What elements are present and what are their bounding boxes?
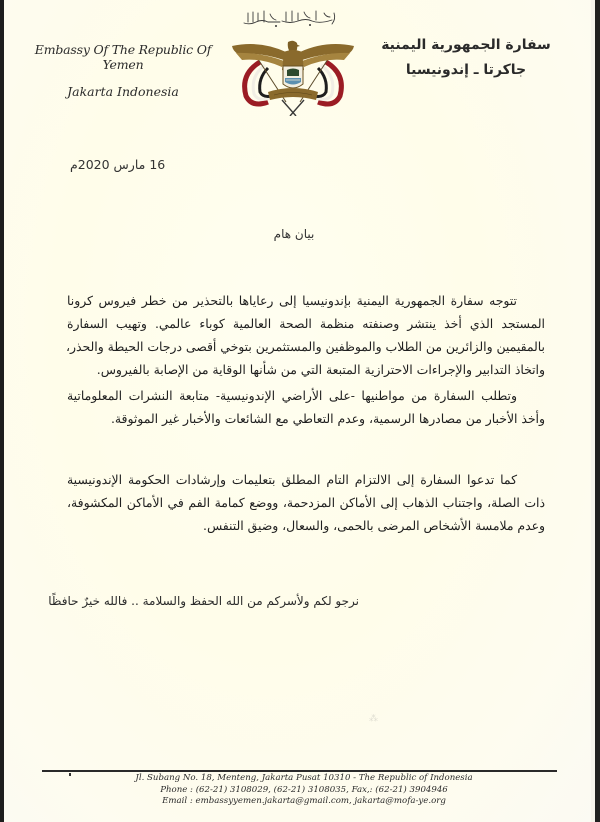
embassy-location-english: Jakarta Indonesia	[67, 84, 179, 99]
footer-email: Email : embassyyemen.jakarta@gmail.com, jakarta@mofa-ye.org	[162, 796, 446, 806]
scan-right-border	[595, 0, 600, 822]
paragraph-line: المستجد الذي أخذ ينتشر وصنفته منظمة الصحة العالمية كوباء عالمي. وتهيب السفارة	[67, 316, 545, 331]
embassy-name-english: Embassy Of The Republic Of Yemen	[34, 42, 212, 72]
paragraph-line: كما تدعوا السفارة إلى الالتزام التام المطلق بتعليمات وإرشادات الحكومة الإندونيسية	[67, 472, 517, 487]
english-letterhead	[28, 42, 218, 99]
paragraph-line: ذات الصلة، واجتناب الذهاب إلى الأماكن المزدحمة، ووضع كمامة الفم في الأماكن المكشوفة،	[67, 495, 545, 510]
paragraph-line: واتخاذ التدابير والإجراءات الاحترازية المتبعة التي من شأنها الوقاية من الإصابة بالفيروس.	[96, 362, 545, 377]
paragraph-3	[67, 468, 545, 537]
basmala-calligraphy	[240, 7, 340, 29]
paragraph-line: وأخذ الأخبار من مصادرها الرسمية، وعدم التعاطي مع الشائعات والأخبار غير الموثوقة.	[110, 411, 545, 426]
paragraph-line: وتطلب السفارة من مواطنيها -على الأراضي الإندونيسية- متابعة النشرات المعلوماتية	[67, 388, 517, 403]
paragraph-line: وعدم ملامسة الأشخاص المرضى بالحمى، والسعال، وضيق التنفس.	[203, 518, 545, 533]
paragraph-line: بالمقيمين والزائرين من الطلاب والموظفين والمستثمرين بتوخي أقصى درجات الحيطة والحذر،	[66, 339, 545, 354]
arabic-letterhead	[376, 37, 556, 78]
closing-line: نرجو لكم ولأسركم من الله الحفظ والسلامة .. فالله خيرٌ حافظًا	[48, 594, 359, 608]
paragraph-1	[67, 289, 545, 381]
embassy-location-arabic: جاكرتا ـ إندونيسيا	[405, 62, 527, 78]
footer-address: Jl. Subang No. 18, Menteng, Jakarta Pusat 10310 - The Republic of Indonesia	[135, 773, 473, 783]
faint-stamp-mark: ⁂	[369, 713, 378, 723]
letter-title: بيان هام	[273, 227, 315, 241]
paragraph-line: تتوجه سفارة الجمهورية اليمنية بإندونيسيا إلى رعاياها بالتحذير من خطر فيروس كرونا	[67, 293, 517, 308]
footer-mark	[69, 773, 71, 776]
letter-page	[4, 0, 595, 822]
embassy-name-arabic: سفارة الجمهورية اليمنية	[381, 37, 551, 53]
paragraph-2	[67, 384, 545, 430]
footer-phone: Phone : (62-21) 3108029, (62-21) 3108035, Fax,: (62-21) 3904946	[160, 784, 448, 795]
yemen-emblem-icon	[230, 40, 356, 116]
footer-divider	[42, 770, 557, 772]
footer-contact	[114, 773, 494, 808]
letter-date: 16 مارس 2020م	[70, 157, 166, 172]
